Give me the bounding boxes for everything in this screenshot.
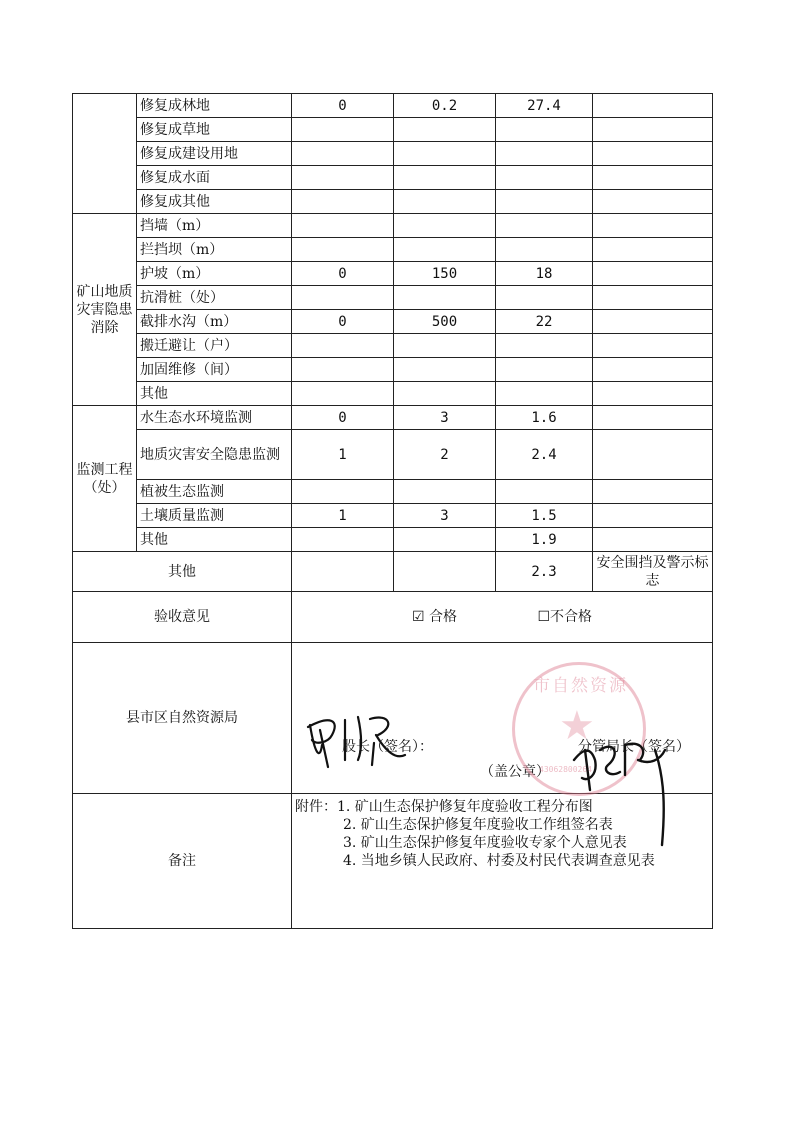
- hazard-cell-v3: [496, 238, 593, 262]
- restoration-cell-v3: 27.4: [496, 94, 593, 118]
- monitor-cell-item: 土壤质量监测: [137, 504, 292, 528]
- director-label: 分管局长（签名）: [578, 739, 690, 755]
- hazard-cell-note: [593, 214, 713, 238]
- hazard-cell-item: 抗滑桩（处）: [137, 286, 292, 310]
- hazard-cell-item: 加固维修（间）: [137, 358, 292, 382]
- hazard-section: [73, 214, 713, 406]
- monitor-cell-v2: [394, 480, 496, 504]
- table-row: [73, 406, 713, 430]
- restoration-group-label: [73, 94, 137, 214]
- monitor-cell-v3: 1.9: [496, 528, 593, 552]
- hazard-cell-v1: [292, 358, 394, 382]
- bureau-label: 县市区自然资源局: [73, 643, 292, 794]
- hazard-cell-item: 其他: [137, 382, 292, 406]
- hazard-cell-v3: [496, 286, 593, 310]
- restoration-cell-item: 修复成建设用地: [137, 142, 292, 166]
- monitor-cell-v3: 1.6: [496, 406, 593, 430]
- hazard-cell-note: [593, 262, 713, 286]
- monitor-cell-note: [593, 504, 713, 528]
- restoration-cell-v3: [496, 190, 593, 214]
- restoration-cell-note: [593, 142, 713, 166]
- hazard-cell-note: [593, 286, 713, 310]
- remarks-label: 备注: [73, 794, 292, 929]
- director-signature: [570, 720, 680, 850]
- restoration-cell-v1: [292, 118, 394, 142]
- monitor-cell-item: 植被生态监测: [137, 480, 292, 504]
- hazard-cell-v2: [394, 238, 496, 262]
- restoration-cell-v2: [394, 190, 496, 214]
- monitor-cell-item: 其他: [137, 528, 292, 552]
- monitor-cell-v2: 3: [394, 406, 496, 430]
- other-v3: 2.3: [496, 552, 593, 592]
- restoration-cell-v3: [496, 142, 593, 166]
- hazard-cell-v2: 500: [394, 310, 496, 334]
- restoration-cell-v2: [394, 166, 496, 190]
- hazard-cell-v2: [394, 358, 496, 382]
- hazard-cell-item: 挡墙（m）: [137, 214, 292, 238]
- monitor-cell-note: [593, 406, 713, 430]
- hazard-cell-note: [593, 238, 713, 262]
- table-row: [73, 382, 713, 406]
- pass-option[interactable]: [412, 609, 457, 625]
- table-row: [73, 190, 713, 214]
- other-note: 安全围挡及警示标志: [593, 552, 713, 592]
- table-row: [73, 166, 713, 190]
- restoration-cell-v1: 0: [292, 94, 394, 118]
- pass-checkbox[interactable]: ☑: [411, 609, 425, 625]
- hazard-cell-v3: [496, 334, 593, 358]
- table-row: [73, 94, 713, 118]
- hazard-cell-v2: 150: [394, 262, 496, 286]
- hazard-cell-v2: [394, 214, 496, 238]
- hazard-cell-v1: [292, 334, 394, 358]
- restoration-cell-v1: [292, 166, 394, 190]
- restoration-cell-note: [593, 94, 713, 118]
- restoration-cell-item: 修复成林地: [137, 94, 292, 118]
- restoration-cell-note: [593, 166, 713, 190]
- table-row: [73, 480, 713, 504]
- monitor-cell-v1: [292, 528, 394, 552]
- restoration-cell-item: 修复成其他: [137, 190, 292, 214]
- hazard-cell-v2: [394, 334, 496, 358]
- hazard-cell-v1: [292, 382, 394, 406]
- hazard-cell-v1: [292, 238, 394, 262]
- table-row: [73, 118, 713, 142]
- restoration-cell-v2: 0.2: [394, 94, 496, 118]
- attachment-text: 1. 矿山生态保护修复年度验收工程分布图: [337, 799, 593, 815]
- other-v1: [292, 552, 394, 592]
- table-row: [73, 334, 713, 358]
- pass-label: 合格: [429, 609, 457, 625]
- monitor-cell-v2: 3: [394, 504, 496, 528]
- hazard-cell-note: [593, 382, 713, 406]
- hazard-cell-item: 截排水沟（m）: [137, 310, 292, 334]
- table-row: [73, 430, 713, 480]
- table-row: [73, 310, 713, 334]
- restoration-cell-v1: [292, 190, 394, 214]
- attachment-text: 2. 矿山生态保护修复年度验收工作组签名表: [343, 817, 613, 833]
- restoration-section: [73, 94, 713, 214]
- table-row: [73, 528, 713, 552]
- table-row: [73, 358, 713, 382]
- monitor-cell-v3: [496, 480, 593, 504]
- table-row: [73, 286, 713, 310]
- monitor-cell-item: 水生态水环境监测: [137, 406, 292, 430]
- hazard-cell-v1: 0: [292, 310, 394, 334]
- monitor-cell-v3: 2.4: [496, 430, 593, 480]
- opinion-options: [292, 592, 713, 643]
- fail-checkbox[interactable]: ☐: [537, 609, 551, 625]
- monitor-cell-note: [593, 480, 713, 504]
- hazard-cell-note: [593, 358, 713, 382]
- table-row: [73, 504, 713, 528]
- fail-label: 不合格: [550, 609, 593, 625]
- table-row: [73, 238, 713, 262]
- table-row: [73, 214, 713, 238]
- fail-option[interactable]: [537, 609, 592, 625]
- restoration-cell-item: 修复成草地: [137, 118, 292, 142]
- attachment-prefix: 附件：: [295, 799, 337, 815]
- hazard-cell-note: [593, 334, 713, 358]
- hazard-cell-v1: [292, 286, 394, 310]
- opinion-label: 验收意见: [73, 592, 292, 643]
- restoration-cell-v2: [394, 142, 496, 166]
- attachment-item: [295, 852, 709, 870]
- section-chief-signature: [300, 705, 410, 780]
- hazard-group-label: 矿山地质灾害隐患消除: [73, 214, 137, 406]
- restoration-cell-v3: [496, 166, 593, 190]
- restoration-cell-note: [593, 190, 713, 214]
- monitor-section: [73, 406, 713, 552]
- monitor-cell-v2: [394, 528, 496, 552]
- hazard-cell-item: 护坡（m）: [137, 262, 292, 286]
- monitor-cell-v3: 1.5: [496, 504, 593, 528]
- seal-code: 43062800264: [539, 765, 592, 774]
- attachment-text: 3. 矿山生态保护修复年度验收专家个人意见表: [343, 835, 627, 851]
- restoration-cell-v3: [496, 118, 593, 142]
- monitor-cell-v1: 1: [292, 504, 394, 528]
- monitor-cell-item: 地质灾害安全隐患监测: [137, 430, 292, 480]
- monitor-cell-note: [593, 430, 713, 480]
- monitor-group-label: 监测工程（处）: [73, 406, 137, 552]
- hazard-cell-item: 搬迁避让（户）: [137, 334, 292, 358]
- seal-star-icon: ★: [559, 703, 595, 749]
- other-label: 其他: [73, 552, 292, 592]
- seal-text: 市自然资源: [533, 676, 628, 696]
- seal-label: （盖公章）: [480, 764, 550, 780]
- monitor-cell-v1: 0: [292, 406, 394, 430]
- hazard-cell-v2: [394, 382, 496, 406]
- monitor-cell-note: [593, 528, 713, 552]
- hazard-cell-v1: [292, 214, 394, 238]
- section-chief-label: 股长（签名）：: [342, 739, 433, 755]
- hazard-cell-v3: 22: [496, 310, 593, 334]
- hazard-cell-v3: [496, 214, 593, 238]
- table-row: [73, 142, 713, 166]
- attachment-text: 4. 当地乡镇人民政府、村委及村民代表调查意见表: [343, 853, 655, 869]
- hazard-cell-v3: [496, 382, 593, 406]
- hazard-cell-v3: [496, 358, 593, 382]
- hazard-cell-v2: [394, 286, 496, 310]
- restoration-cell-v2: [394, 118, 496, 142]
- monitor-cell-v1: 1: [292, 430, 394, 480]
- other-v2: [394, 552, 496, 592]
- restoration-cell-note: [593, 118, 713, 142]
- table-row: [73, 262, 713, 286]
- restoration-cell-item: 修复成水面: [137, 166, 292, 190]
- hazard-cell-v1: 0: [292, 262, 394, 286]
- hazard-cell-item: 拦挡坝（m）: [137, 238, 292, 262]
- monitor-cell-v1: [292, 480, 394, 504]
- hazard-cell-v3: 18: [496, 262, 593, 286]
- monitor-cell-v2: 2: [394, 430, 496, 480]
- hazard-cell-note: [593, 310, 713, 334]
- restoration-cell-v1: [292, 142, 394, 166]
